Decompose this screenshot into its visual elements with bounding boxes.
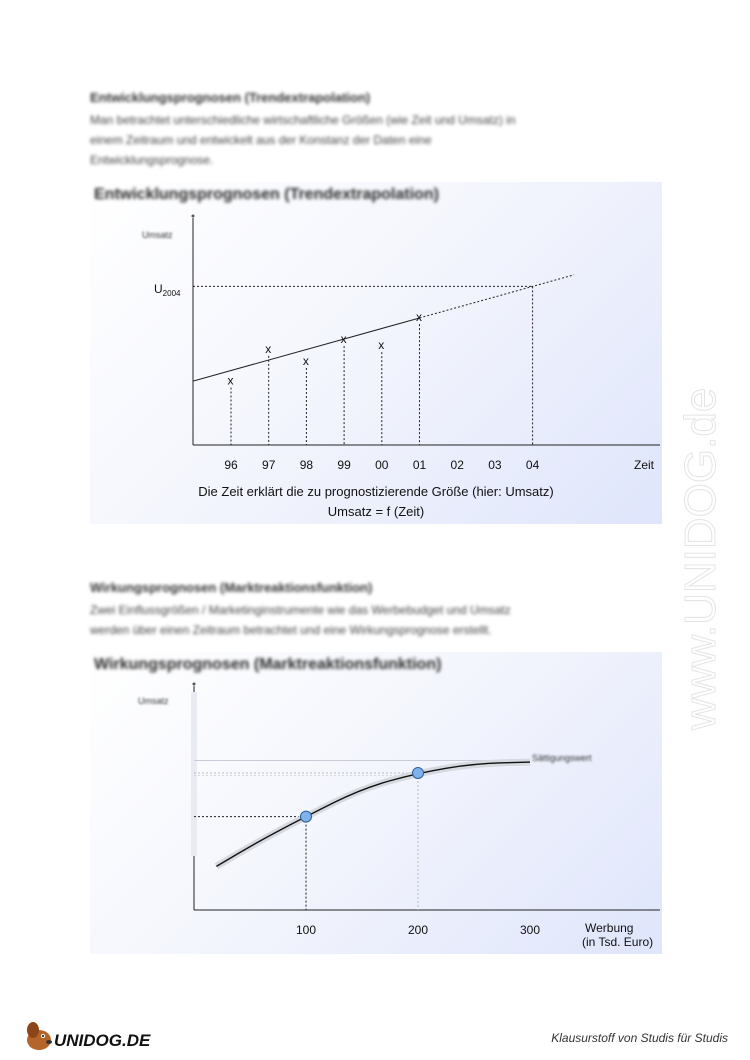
trend-data-point: x bbox=[340, 332, 347, 347]
section2-body bbox=[90, 600, 650, 640]
response-slide bbox=[90, 652, 662, 954]
trend-chart-trendline bbox=[193, 275, 574, 445]
response-x-axis-label: Werbung bbox=[585, 921, 634, 935]
saturation-label: Sättigungswert bbox=[532, 753, 592, 763]
response-y-axis-shadow bbox=[191, 692, 197, 856]
trend-line-forecast bbox=[420, 275, 575, 318]
trend-chart-points bbox=[228, 310, 423, 387]
section1-body-line-3: Entwicklungsprognose. bbox=[90, 153, 214, 167]
trend-x-tick-label: 00 bbox=[375, 458, 389, 472]
trend-forecast-label: $U_{2004}$ bbox=[154, 282, 181, 298]
watermark-text: www.UNIDOG.de bbox=[676, 387, 725, 730]
trend-x-tick-label: 96 bbox=[224, 458, 238, 472]
trend-caption-line-1: Die Zeit erklärt die zu prognostizierende Größe (hier: Umsatz) bbox=[198, 484, 554, 499]
response-highlight-point bbox=[301, 811, 312, 822]
section2-body-line-1: Zwei Einflussgrößen / Marketinginstrumente wie das Werbebudget und Umsatz bbox=[90, 603, 511, 617]
trend-data-point: x bbox=[378, 338, 385, 353]
response-x-tick-label: 200 bbox=[407, 923, 429, 937]
trend-y-axis-label: Umsatz bbox=[142, 230, 173, 240]
logo-text: UNIDOG.DE bbox=[54, 1031, 151, 1050]
trend-x-tick-label: 03 bbox=[488, 458, 502, 472]
section1-body bbox=[90, 110, 650, 170]
footer-tagline: Klausurstoff von Studis für Studis bbox=[551, 1031, 728, 1045]
trend-data-point: x bbox=[265, 341, 272, 356]
response-y-axis-tip bbox=[193, 683, 196, 686]
response-x-tick-label: 300 bbox=[519, 923, 541, 937]
trend-caption-line-2: Umsatz = f (Zeit) bbox=[327, 504, 425, 519]
trend-data-point: x bbox=[302, 354, 309, 369]
trend-x-tick-label: 97 bbox=[262, 458, 276, 472]
response-slide-title: Wirkungsprognosen (Marktreaktionsfunktion) bbox=[94, 656, 442, 673]
response-chart-ticks bbox=[296, 923, 540, 937]
dog-icon bbox=[27, 1022, 52, 1050]
trend-y-axis-tip bbox=[192, 215, 195, 218]
trend-x-tick-label: 02 bbox=[450, 458, 464, 472]
trend-data-point: x bbox=[227, 373, 234, 388]
trend-chart bbox=[90, 182, 662, 524]
section1-body-line-1: Man betrachtet unterschiedliche wirtschaftliche Größen (wie Zeit und Umsatz) in bbox=[90, 113, 516, 127]
trend-x-axis-label: Zeit bbox=[634, 458, 655, 472]
watermark bbox=[655, 180, 750, 740]
section1-heading: Entwicklungsprognosen (Trendextrapolation) bbox=[90, 90, 371, 105]
response-curve-shadow bbox=[216, 762, 530, 866]
trend-chart-droplines bbox=[231, 324, 420, 445]
trend-slide bbox=[90, 182, 662, 524]
trend-x-tick-label: 98 bbox=[299, 458, 314, 472]
unidog-logo bbox=[22, 1018, 162, 1054]
response-chart-curve bbox=[216, 762, 530, 866]
section2-body-line-2: werden über einen Zeitraum betrachtet und eine Wirkungsprognose erstellt. bbox=[90, 623, 492, 637]
trend-line-observed bbox=[193, 318, 420, 381]
trend-x-tick-label: 04 bbox=[525, 458, 540, 472]
trend-slide-title: Entwicklungsprognosen (Trendextrapolation) bbox=[94, 186, 439, 203]
response-x-axis-unit: (in Tsd. Euro) bbox=[582, 935, 654, 949]
trend-x-tick-label: 01 bbox=[412, 458, 427, 472]
response-chart-axes bbox=[191, 683, 660, 911]
section1-body-line-2: einem Zeitraum und entwickelt aus der Konstanz der Daten eine bbox=[90, 133, 432, 147]
response-chart bbox=[90, 652, 662, 954]
trend-x-tick-label: 99 bbox=[337, 458, 351, 472]
trend-data-point: x bbox=[416, 310, 422, 325]
section2-heading: Wirkungsprognosen (Marktreaktionsfunktion) bbox=[90, 580, 373, 595]
response-x-tick-label: 100 bbox=[295, 923, 317, 937]
response-highlight-point bbox=[413, 767, 424, 778]
response-curve bbox=[216, 762, 530, 866]
trend-chart-ticks bbox=[224, 458, 539, 472]
response-chart-guides bbox=[194, 761, 520, 910]
response-y-axis-label: Umsatz bbox=[138, 696, 169, 706]
trend-chart-axes bbox=[192, 215, 661, 446]
